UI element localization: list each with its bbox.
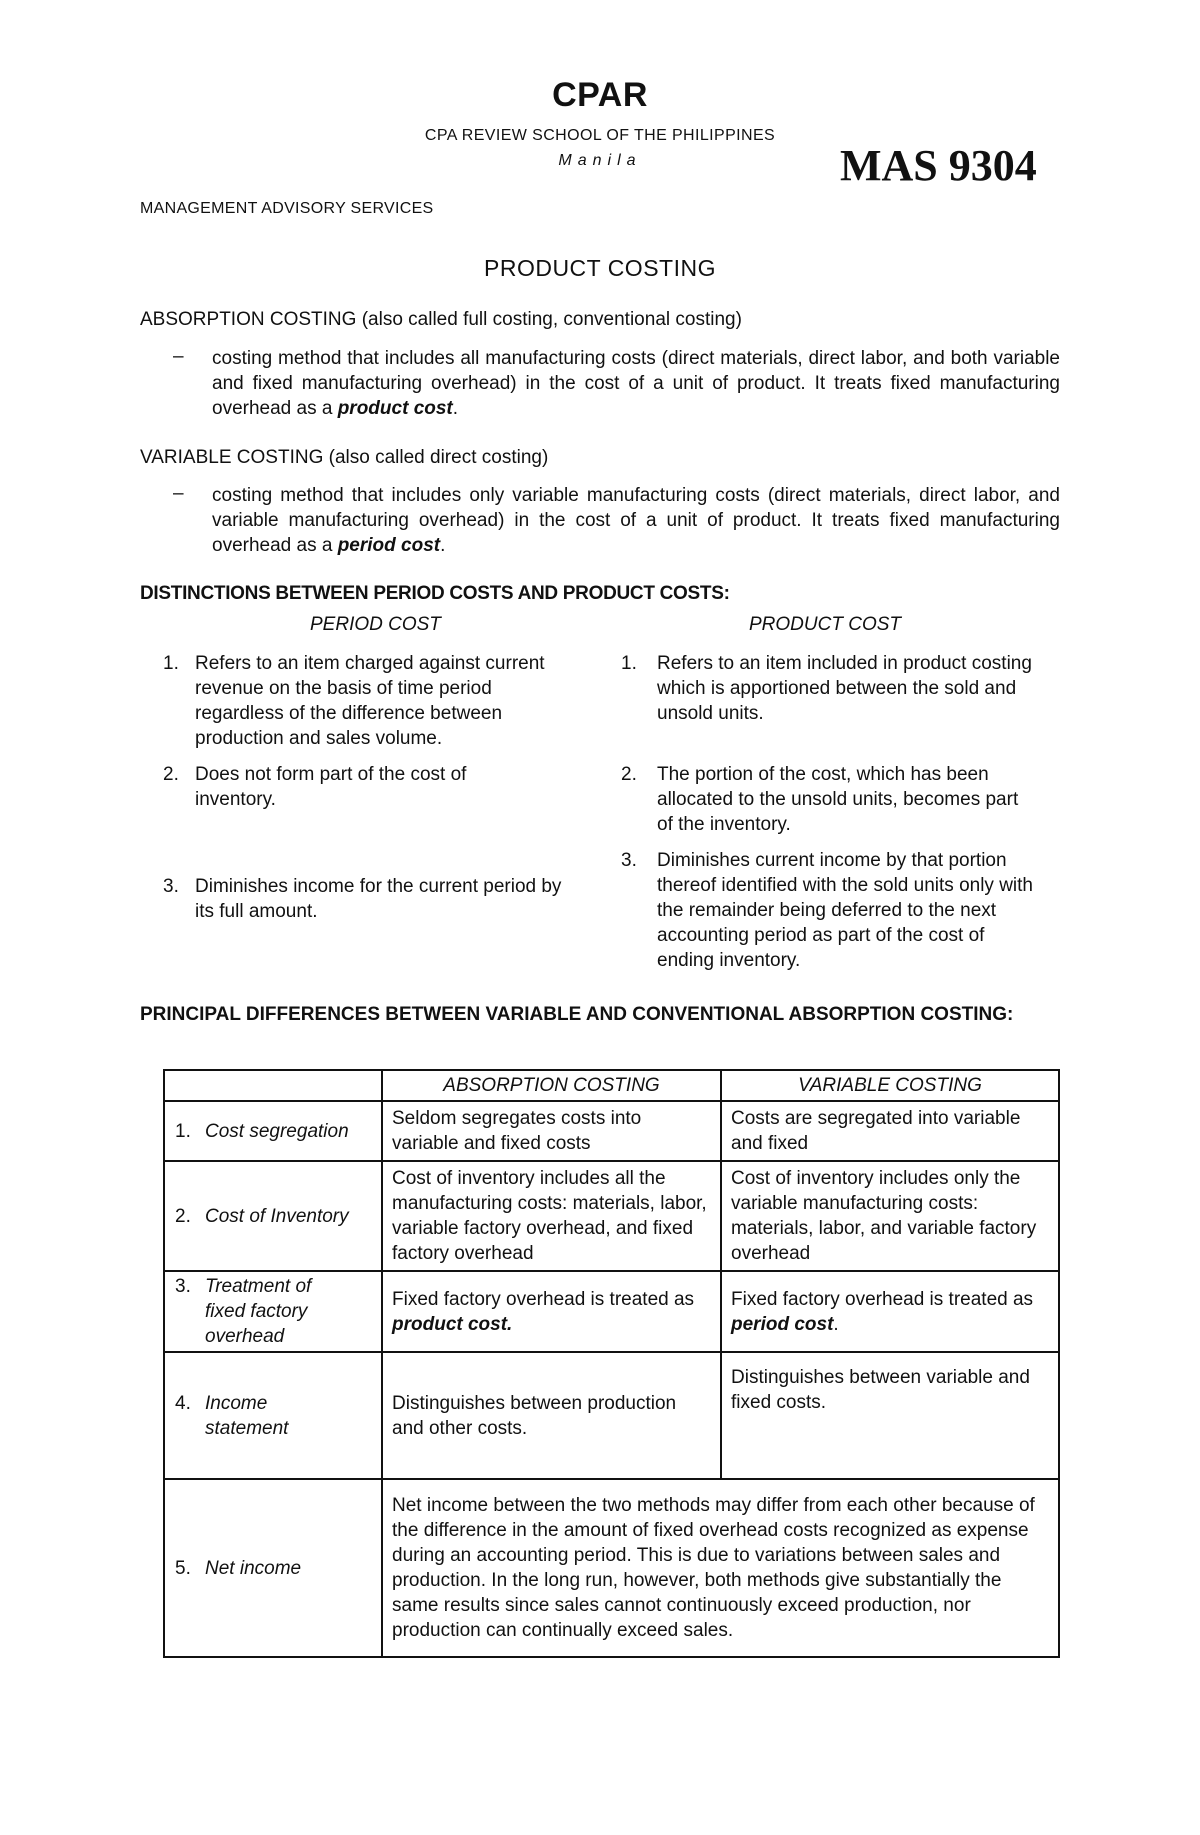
- row-number: 1.: [175, 1120, 191, 1142]
- product-item-number: 1.: [621, 653, 637, 674]
- variable-def-emphasis: period cost: [337, 535, 441, 556]
- row-label: [164, 1161, 382, 1271]
- product-item-number: 3.: [621, 850, 637, 871]
- product-item-number: 2.: [621, 764, 637, 785]
- row-label: [164, 1352, 382, 1479]
- variable-heading: [140, 445, 548, 470]
- variable-cell: Cost of inventory includes only the variable manufacturing costs: materials, labor, and variable factory overhead: [721, 1161, 1059, 1271]
- product-item-text: The portion of the cost, which has been allocated to the unsold units, becomes part of the inventory.: [657, 764, 1019, 835]
- variable-cell-text: Fixed factory overhead is treated as: [731, 1288, 1034, 1310]
- department-name: MANAGEMENT ADVISORY SERVICES: [140, 200, 434, 217]
- variable-def-text: costing method that includes only variable manufacturing costs (direct materials, direct labor, and variable manufacturing overhead) in the cost of a unit of product. It treats fixed manufacturing overhead as a: [212, 485, 1060, 556]
- absorption-cell-emphasis: product cost.: [392, 1313, 513, 1335]
- absorption-definition: [212, 346, 1060, 421]
- city-name: Manila: [558, 152, 642, 169]
- combined-cell: Net income between the two methods may differ from each other because of the difference in the amount of fixed overhead costs recognized as expense during an accounting period. This is due to variations between sales and production. In the long run, however, both methods give substantially the same results since sales cannot continuously exceed production, nor production can continually exceed sales.: [382, 1479, 1059, 1657]
- row-label-text: Cost segregation: [205, 1120, 349, 1142]
- period-cost-heading: PERIOD COST: [310, 614, 441, 635]
- table-corner-cell: [164, 1070, 382, 1101]
- page-title: PRODUCT COSTING: [484, 255, 716, 281]
- absorption-cell: [382, 1271, 721, 1352]
- absorption-cell-text: Fixed factory overhead is treated as: [392, 1288, 695, 1310]
- variable-column-header: VARIABLE COSTING: [721, 1070, 1059, 1101]
- row-number: 2.: [175, 1205, 191, 1227]
- table-row: [164, 1101, 1059, 1161]
- period-item-text: Does not form part of the cost of inventory.: [195, 764, 467, 810]
- period-item-number: 3.: [163, 876, 179, 897]
- distinctions-title: DISTINCTIONS BETWEEN PERIOD COSTS AND PRODUCT COSTS:: [140, 583, 730, 604]
- absorption-cell: Cost of inventory includes all the manufacturing costs: materials, labor, variable factory overhead, and fixed factory overhead: [382, 1161, 721, 1271]
- variable-aka: (also called direct costing): [328, 447, 549, 468]
- row-label: [164, 1479, 382, 1657]
- brand-title: CPAR: [552, 76, 648, 114]
- differences-title: PRINCIPAL DIFFERENCES BETWEEN VARIABLE AND CONVENTIONAL ABSORPTION COSTING:: [140, 1004, 1014, 1025]
- row-number: 5.: [175, 1557, 191, 1579]
- row-number: 4.: [175, 1392, 191, 1414]
- product-cost-heading: PRODUCT COST: [749, 614, 901, 635]
- absorption-aka: (also called full costing, conventional costing): [361, 309, 742, 330]
- variable-cell: Costs are segregated into variable and fixed: [721, 1101, 1059, 1161]
- absorption-def-text: costing method that includes all manufacturing costs (direct materials, direct labor, and both variable and fixed manufacturing overhead) in the cost of a unit of product. It treats fixed manufacturing overhead as a: [212, 348, 1060, 419]
- differences-table: [163, 1069, 1060, 1658]
- absorption-cell: Seldom segregates costs into variable and fixed costs: [382, 1101, 721, 1161]
- product-item-text: Diminishes current income by that portion thereof identified with the sold units only with the remainder being deferred to the next accounting period as part of the cost of ending inventory.: [657, 850, 1033, 971]
- variable-cell-end: .: [833, 1313, 839, 1335]
- school-name: CPA REVIEW SCHOOL OF THE PHILIPPINES: [424, 127, 776, 144]
- course-code: MAS 9304: [840, 141, 1037, 190]
- period-item-number: 2.: [163, 764, 179, 785]
- product-item-text: Refers to an item included in product costing which is apportioned between the sold and unsold units.: [657, 653, 1032, 724]
- period-item-text: Refers to an item charged against current revenue on the basis of time period regardless of the difference between production and sales volume.: [195, 653, 545, 749]
- row-label-text: Income statement: [205, 1392, 289, 1439]
- variable-term: VARIABLE COSTING: [140, 447, 324, 468]
- row-label-text: Treatment of fixed factory overhead: [205, 1276, 312, 1347]
- absorption-column-header: ABSORPTION COSTING: [382, 1070, 721, 1101]
- table-row: [164, 1352, 1059, 1479]
- absorption-dash: –: [173, 346, 184, 367]
- row-label-text: Net income: [205, 1557, 302, 1579]
- absorption-heading: [140, 307, 742, 332]
- period-item-text: Diminishes income for the current period by its full amount.: [195, 876, 562, 922]
- table-header-row: [164, 1070, 1059, 1101]
- absorption-term: ABSORPTION COSTING: [140, 309, 357, 330]
- absorption-def-end: .: [452, 398, 459, 419]
- variable-dash: –: [173, 483, 184, 504]
- row-label: [164, 1271, 382, 1352]
- variable-cell: Distinguishes between variable and fixed costs.: [721, 1352, 1059, 1479]
- variable-cell: [721, 1271, 1059, 1352]
- period-item-number: 1.: [163, 653, 179, 674]
- row-number: 3.: [175, 1276, 191, 1297]
- variable-definition: [212, 483, 1060, 558]
- table-row: [164, 1479, 1059, 1657]
- absorption-cell: Distinguishes between production and other costs.: [382, 1352, 721, 1479]
- row-label: [164, 1101, 382, 1161]
- variable-cell-emphasis: period cost: [731, 1313, 834, 1335]
- row-label-text: Cost of Inventory: [205, 1205, 349, 1227]
- table-row: [164, 1271, 1059, 1352]
- absorption-def-emphasis: product cost: [337, 398, 453, 419]
- table-row: [164, 1161, 1059, 1271]
- variable-def-end: .: [440, 535, 446, 556]
